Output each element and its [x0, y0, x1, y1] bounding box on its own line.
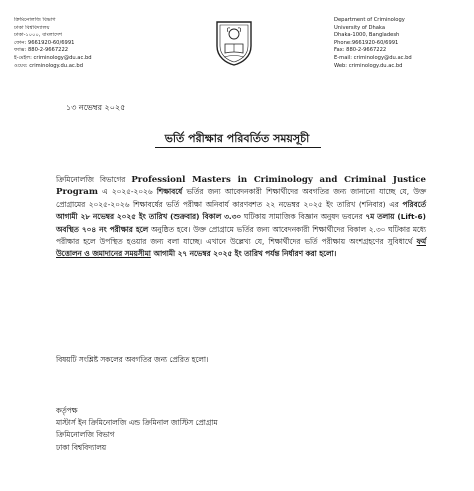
signature-block — [56, 405, 426, 454]
notice-body — [56, 174, 426, 261]
new-exam-schedule: পরিবর্তে আগামী ২৮ নভেম্বর ২০২৫ ইং তারিখ (শুক্রবার) বিকাল ৩.৩০ — [56, 199, 426, 222]
deadline-label: ফর্ম উত্তোলন ও জমাদানের সময়সীমা — [56, 237, 426, 259]
letterhead-line: E-mail: criminology@du.ac.bd — [334, 54, 412, 61]
university-logo — [214, 20, 254, 66]
exam-venue: ৭ম তলায় (Lift-6) অবস্থিত ৭০৪ নং পরীক্ষার হলে — [56, 212, 426, 234]
letterhead-line: ঢাকা বিশ্ববিদ্যালয় — [14, 24, 50, 31]
closing-note: বিষয়টি সংশ্লিষ্ট সকলের অবগতির জন্য প্রেরিত হলো। — [56, 355, 209, 364]
deadline-date: আগামী ২৭ নভেম্বর ২০২৫ ইং তারিখ পর্যন্ত নির্ধারণ করা হলো। — [150, 249, 337, 259]
signature-line: ঢাকা বিশ্ববিদ্যালয় — [56, 442, 107, 452]
body-text: ক্রিমিনোলজি বিভাগের — [56, 175, 132, 184]
signature-line: মাস্টার্স ইন ক্রিমিনোলজি এন্ড ক্রিমিনাল জাস্টিস প্রোগ্রাম — [56, 418, 218, 428]
notice-date: ১৩ নভেম্বর ২০২৫ — [66, 103, 126, 112]
letterhead-line: ই-মেইল: criminology@du.ac.bd — [14, 54, 92, 61]
letterhead-line: Dhaka-1000, Bangladesh — [334, 32, 400, 39]
letterhead-line: ক্রিমিনোলজি বিভাগ — [14, 17, 56, 23]
letterhead-line: University of Dhaka — [334, 24, 386, 31]
letterhead-line: ওয়েব: criminology.du.ac.bd — [14, 62, 84, 69]
letterhead-line: ঢাকা-১০০০, বাংলাদেশ — [14, 32, 63, 39]
session-label: শিক্ষাবর্ষে — [156, 187, 183, 197]
body-text: অনুষ্ঠিত হবে। উক্ত প্রোগ্রামে ভর্তির জন্য আবেদনকারী শিক্ষার্থীদের বিকাল ২.৩০ ঘটিকার মধ্যে পরীক্ষার হলে উপস্থিত হওয়ার জন্য বলা যাচ্ছে। এখানে উল্লেখ্য যে, শিক্ষার্থীদের ভর্তি পরীক্ষায় অংশগ্রহণের সুবিধার্থে — [56, 224, 427, 247]
letterhead-line: ফোন: 9661920-60/6991 — [14, 39, 75, 46]
notice-title: ভর্তি পরীক্ষার পরিবর্তিত সময়সূচী — [164, 132, 310, 145]
letterhead-english — [334, 17, 464, 70]
signature-line: ক্রিমিনোলজি বিভাগ — [56, 430, 115, 440]
letterhead-line: Phone:9661920-60/6991 — [334, 39, 399, 46]
body-text: ঘটিকায় সামাজিক বিজ্ঞান অনুষদ ভবনের — [241, 212, 366, 222]
signature-line: কর্তৃপক্ষ — [56, 406, 78, 415]
letterhead-line: ফ্যাক্স: 880-2-9667222 — [14, 47, 69, 54]
body-text: এ ২০২৫-২০২৬ — [97, 187, 157, 197]
letterhead-line: Department of Criminology — [334, 17, 405, 23]
title-underline — [155, 147, 321, 148]
program-name: Professionl Masters in Criminology and Criminal Justice Program — [56, 175, 426, 198]
letterhead-bangla — [14, 17, 154, 70]
letterhead-line: Web: criminology.du.ac.bd — [334, 62, 403, 69]
body-text: ভর্তির জন্য আবেদনকারী শিক্ষার্থীদের অবগতির জন্য জানানো যাচ্ছে যে, উক্ত প্রোগ্রামের ২০২৫-২০২৬ শিক্ষাবর্ষের ভর্তি পরীক্ষা অনিবার্য কারণবশত ২২ নভেম্বর ২০২৫ ইং তারিখ (শনিবার) এর — [56, 187, 427, 209]
letterhead-line: Fax: 880-2-9667222 — [334, 47, 387, 54]
